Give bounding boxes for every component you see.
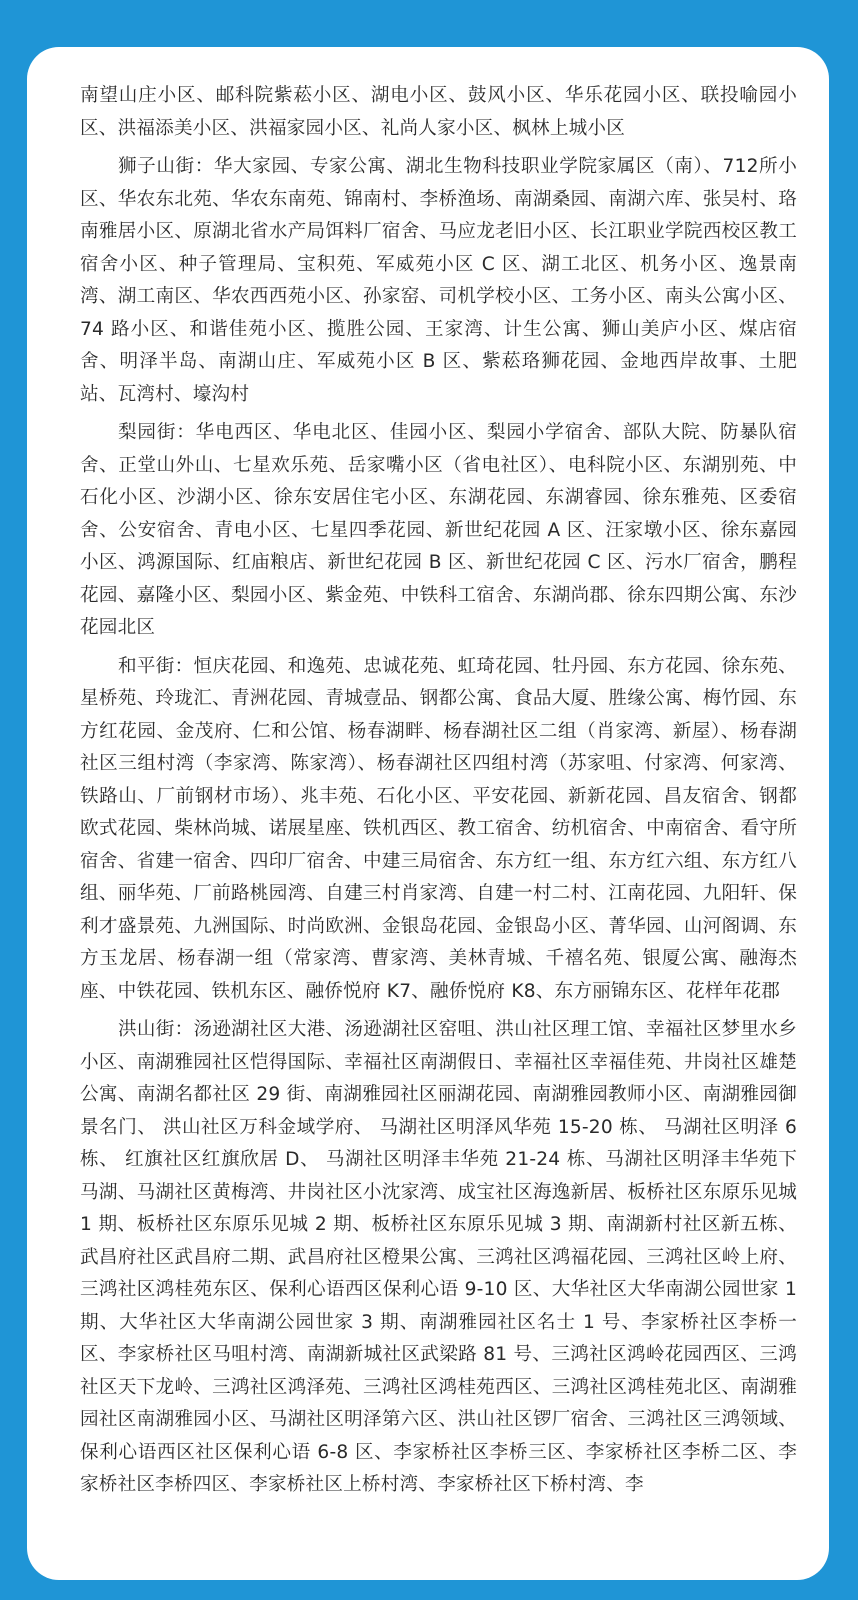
- paragraph-shizishan-street: 狮子山街：华大家园、专家公寓、湖北生物科技职业学院家属区（南）、712所小区、华农东北苑、华农东南苑、锦南村、李桥渔场、南湖桑园、南湖六库、张吴村、珞南雅居小区、原湖北省水产局饵料厂宿舍、马应龙老旧小区、长江职业学院西校区教工宿舍小区、种子管理局、宝积苑、军威苑小区 C 区、湖工北区、机务小区、逸景南湾、湖工南区、华农西西苑小区、孙家窑、司机学校小区、工务小区、南头公寓小区、74 路小区、和谐佳苑小区、揽胜公园、王家湾、计生公寓、狮山美庐小区、煤店宿舍、明泽半岛、南湖山庄、军威苑小区 B 区、紫菘珞狮花园、金地西岸故事、土肥站、瓦湾村、壕沟村: [80, 156, 797, 405]
- paragraph-heping-street: 和平街：恒庆花园、和逸苑、忠诚花苑、虹琦花园、牡丹园、东方花园、徐东苑、星桥苑、玲珑汇、青洲花园、青城壹品、钢都公寓、食品大厦、胜缘公寓、梅竹园、东方红花园、金茂府、仁和公馆、杨春湖畔、杨春湖社区二组（肖家湾、新屋）、杨春湖社区三组村湾（李家湾、陈家湾）、杨春湖社区四组村湾（苏家咀、付家湾、何家湾、铁路山、厂前钢材市场）、兆丰苑、石化小区、平安花园、新新花园、昌友宿舍、钢都欧式花园、柴林尚城、诺展星座、铁机西区、教工宿舍、纺机宿舍、中南宿舍、看守所宿舍、省建一宿舍、四印厂宿舍、中建三局宿舍、东方红一组、东方红六组、东方红八组、丽华苑、厂前路桃园湾、自建三村肖家湾、自建一村二村、江南花园、九阳轩、保利才盛景苑、九洲国际、时尚欧洲、金银岛花园、金银岛小区、菁华园、山河阁调、东方玉龙居、杨春湖一组（常家湾、曹家湾、美林青城、千禧名苑、银厦公寓、融海杰座、中铁花园、铁机东区、融侨悦府 K7、融侨悦府 K8、东方丽锦东区、花样年花郡: [80, 655, 797, 1002]
- paragraph-hongshan-street: 洪山街：汤逊湖社区大港、汤逊湖社区窑咀、洪山社区理工馆、幸福社区梦里水乡小区、南湖雅园社区恺得国际、幸福社区南湖假日、幸福社区幸福佳苑、井岗社区雄楚公寓、南湖名都社区 29 街、南湖雅园社区丽湖花园、南湖雅园教师小区、南湖雅园御景名门、 洪山社区万科金域学府、 马湖社区明泽风华苑 15-20 栋、 马湖社区明泽 6 栋、 红旗社区红旗欣居 D、 马湖社区明泽丰华苑 21-24 栋、马湖社区明泽丰华苑下马湖、马湖社区黄梅湾、井岗社区小沈家湾、成宝社区海逸新居、板桥社区东原乐见城 1 期、板桥社区东原乐见城 2 期、板桥社区东原乐见城 3 期、南湖新村社区新五栋、武昌府社区武昌府二期、武昌府社区橙果公寓、三鸿社区鸿福花园、三鸿社区岭上府、三鸿社区鸿桂苑东区、保利心语西区保利心语 9-10 区、大华社区大华南湖公园世家 1 期、大华社区大华南湖公园世家 3 期、南湖雅园社区名士 1 号、李家桥社区李桥一区、李家桥社区马咀村湾、南湖新城社区武梁路 81 号、三鸿社区鸿岭花园西区、三鸿社区天下龙岭、三鸿社区鸿泽苑、三鸿社区鸿桂苑西区、三鸿社区鸿桂苑北区、南湖雅园社区南湖雅园小区、马湖社区明泽第六区、洪山社区锣厂宿舍、三鸿社区三鸿领域、保利心语西区社区保利心语 6-8 区、李家桥社区李桥三区、李家桥社区李桥二区、李家桥社区李桥四区、李家桥社区上桥村湾、李家桥社区下桥村湾、李: [80, 1019, 797, 1495]
- paragraph-liyuan-street: 梨园街：华电西区、华电北区、佳园小区、梨园小学宿舍、部队大院、防暴队宿舍、正堂山外山、七星欢乐苑、岳家嘴小区（省电社区）、电科院小区、东湖别苑、中石化小区、沙湖小区、徐东安居住宅小区、东湖花园、东湖睿园、徐东雅苑、区委宿舍、公安宿舍、青电小区、七星四季花园、新世纪花园 A 区、汪家墩小区、徐东嘉园小区、鸿源国际、红庙粮店、新世纪花园 B 区、新世纪花园 C 区、污水厂宿舍，鹏程花园、嘉隆小区、梨园小区、紫金苑、中铁科工宿舍、东湖尚郡、徐东四期公寓、东沙花园北区: [80, 422, 797, 638]
- content-card: [27, 47, 829, 1580]
- paragraph-continuation: 南望山庄小区、邮科院紫菘小区、湖电小区、鼓风小区、华乐花园小区、联投喻园小区、洪福添美小区、洪福家园小区、礼尚人家小区、枫林上城小区: [80, 85, 797, 139]
